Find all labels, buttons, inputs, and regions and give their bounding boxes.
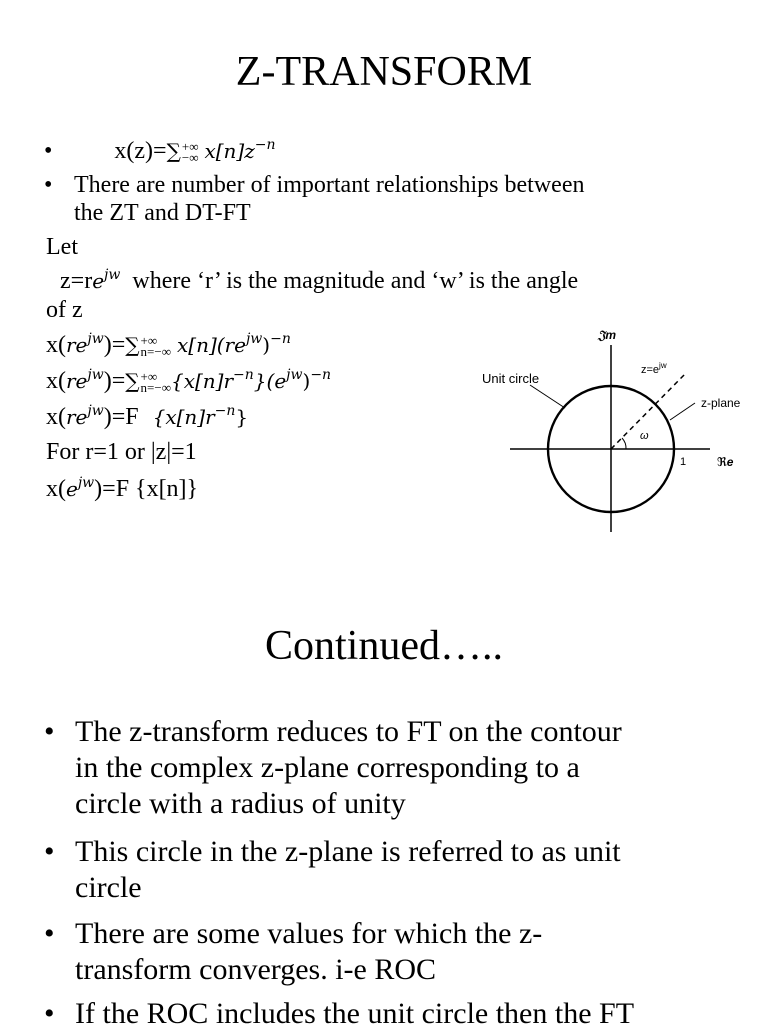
bullet-dot: •	[44, 835, 55, 868]
let-text: Let	[46, 234, 78, 260]
z-def-e: e	[92, 269, 105, 293]
zplane-label: z-plane	[701, 396, 741, 410]
unit-circle-pointer	[530, 385, 565, 408]
slide2-bullet-3: • There are some values for which the z- transform converges. i-e ROC	[44, 917, 543, 986]
slide2-title: Continued…..	[265, 623, 503, 669]
bullet-2	[44, 172, 585, 226]
equation-1: $x(re^{jw})=\sum$ +∞ n=−∞ $x[n](re^{jw})^{-n}$	[46, 331, 291, 360]
zplane-pointer	[670, 403, 695, 420]
bullet-1	[44, 138, 276, 167]
unit-circle-diagram	[470, 325, 760, 540]
slide2-bullet-1: • The z-transform reduces to FT on the contour in the complex z-plane corresponding to a circle with a radius of unity	[44, 715, 622, 820]
imag-axis-label: 𝔍m	[598, 328, 617, 342]
bullet-2-line1: There are number of important relationships between	[74, 172, 585, 198]
unit-circle-label: Unit circle	[482, 371, 540, 386]
bullet-2-line2: the ZT and DT-FT	[74, 200, 251, 226]
of-z-text: of z	[46, 297, 83, 323]
bullet-1-rhs: x[n]z	[204, 139, 255, 163]
z-def-text: where ‘r’ is the magnitude and ‘w’ is the angle	[132, 268, 579, 294]
bullet-dot: •	[44, 172, 53, 198]
slide2-bullet-4: • If the ROC includes the unit circle then the FT	[44, 997, 635, 1030]
equation-2: $x(re^{jw})=\sum$ +∞ n=−∞ $\{x[n]r^{-n}\}(e^{jw})^{-n}$	[46, 367, 332, 396]
equation-4: $x(e^{jw})=F$ {x[n]}	[46, 475, 199, 502]
slide1-title: Z-TRANSFORM	[235, 49, 533, 95]
bullet-dot: •	[44, 715, 55, 748]
slide2-bullet-2: • This circle in the z-plane is referred to as unit circle	[44, 835, 621, 904]
one-label: 1	[680, 456, 687, 468]
real-axis-label: ℜe	[717, 455, 734, 469]
z-point-label: $z=e^{jw}$	[641, 361, 667, 376]
bullet-1-lhs: x(z)=	[114, 138, 167, 164]
z-def-exp: jw	[104, 267, 121, 283]
bullet-dot: •	[44, 138, 53, 164]
z-definition: $z=re^{jw}$ where ‘r’ is the magnitude and ‘w’ is the angle	[60, 267, 579, 294]
sum-symbol: ∑	[166, 139, 181, 163]
for-r-text: For r=1 or |z|=1	[46, 439, 197, 465]
bullet-1-exp: −n	[254, 137, 276, 153]
omega-label: ω	[640, 430, 649, 442]
equation-3: $x(re^{jw})=F$ $\{x[n]r^{-n}\}$	[46, 403, 249, 430]
omega-arc	[622, 438, 626, 449]
bullet-dot: •	[44, 997, 55, 1030]
bullet-dot: •	[44, 917, 55, 950]
sum-limits: +∞ −∞	[181, 139, 199, 166]
